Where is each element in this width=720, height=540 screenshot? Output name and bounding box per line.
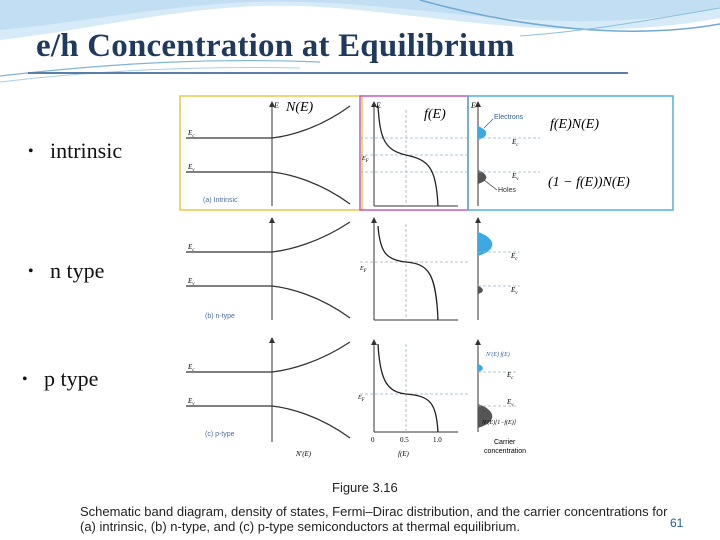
label-nprime-fe: N′(E) f(E)	[486, 352, 510, 358]
bullet-p-type-label: p type	[44, 366, 99, 391]
bullet-intrinsic-label: intrinsic	[50, 138, 123, 163]
label-hole-concentration: (1 − f(E))N(E)	[548, 175, 630, 190]
svg-text:Ev: $E_v$	[512, 172, 519, 182]
panel-label-b: (b) n-type	[205, 313, 235, 320]
svg-text:EF: $E_F$	[360, 266, 367, 274]
row-intrinsic	[186, 100, 630, 206]
holes-label: Holes	[498, 187, 516, 194]
bullet-dot-icon: •	[22, 371, 28, 388]
svg-text:Ev: $E_v$	[507, 398, 514, 408]
figure-title: Figure 3.16	[332, 480, 398, 495]
panel-label-a: (a) Intrinsic	[203, 197, 238, 204]
svg-text:Ec: $E_c$	[512, 138, 519, 148]
electron-distribution-c	[478, 364, 483, 372]
fermi-curve-c	[378, 344, 438, 432]
svg-text:Ev: $E_v$	[511, 286, 518, 296]
carrier-conc-label-2: concentration	[484, 448, 527, 455]
tick-1-0: 1.0	[433, 436, 442, 444]
highlight-box-fermi	[360, 96, 468, 210]
ef-label: $E_F$	[362, 156, 369, 164]
axis-label-fe: f(E)	[398, 450, 409, 458]
carrier-conc-label-1: Carrier	[494, 439, 516, 446]
tick-0: 0	[371, 436, 375, 444]
electrons-label: Electrons	[494, 114, 524, 121]
svg-text:Ec: $E_c$	[507, 371, 514, 381]
panel-label-c: (c) p-type	[205, 431, 235, 438]
svg-text:Ev: $E_v$	[188, 397, 195, 407]
caption-line-2: (a) intrinsic, (b) n-type, and (c) p-type semiconductors at thermal equilibrium.	[80, 519, 520, 534]
highlight-box-density	[180, 96, 362, 210]
ev-label: $E_v$	[188, 163, 195, 173]
bullet-dot-icon: •	[28, 143, 34, 160]
slide-title: e/h Concentration at Equilibrium	[36, 28, 515, 64]
label-nprime-1mfe: N′(E)[1−f(E)]	[482, 420, 517, 426]
axis-label-ne: N′(E)	[296, 450, 312, 458]
svg-text:Ec: $E_c$	[188, 363, 195, 373]
svg-text:Ec: $E_c$	[511, 252, 518, 262]
svg-text:Ec: $E_c$	[188, 243, 195, 253]
label-fermi-dirac: f(E)	[424, 107, 446, 122]
tick-0-5: 0.5	[400, 436, 409, 444]
dos-valence-curve	[272, 172, 350, 204]
svg-text:EF: $E_F$	[358, 395, 365, 403]
caption-line-1: Schematic band diagram, density of states, Fermi–Dirac distribution, and the carrier concentrations for	[80, 504, 668, 519]
svg-text:Ev: $E_v$	[188, 277, 195, 287]
hole-distribution-b	[478, 286, 483, 294]
row-p-type	[186, 340, 526, 458]
ec-label: $E_c$	[188, 129, 195, 139]
figure-caption	[80, 504, 680, 534]
fermi-curve-b	[378, 226, 438, 320]
page-number: 61	[670, 516, 684, 530]
bullet-n-type-label: n type	[50, 258, 105, 283]
svg-text:E: E	[471, 101, 476, 110]
label-electron-concentration: f(E)N(E)	[550, 117, 599, 132]
axis-label-e: E	[274, 101, 279, 110]
row-n-type	[186, 220, 520, 320]
label-density-of-states: N(E)	[286, 100, 314, 115]
bullet-dot-icon: •	[28, 263, 34, 280]
svg-text:E: E	[376, 101, 381, 110]
